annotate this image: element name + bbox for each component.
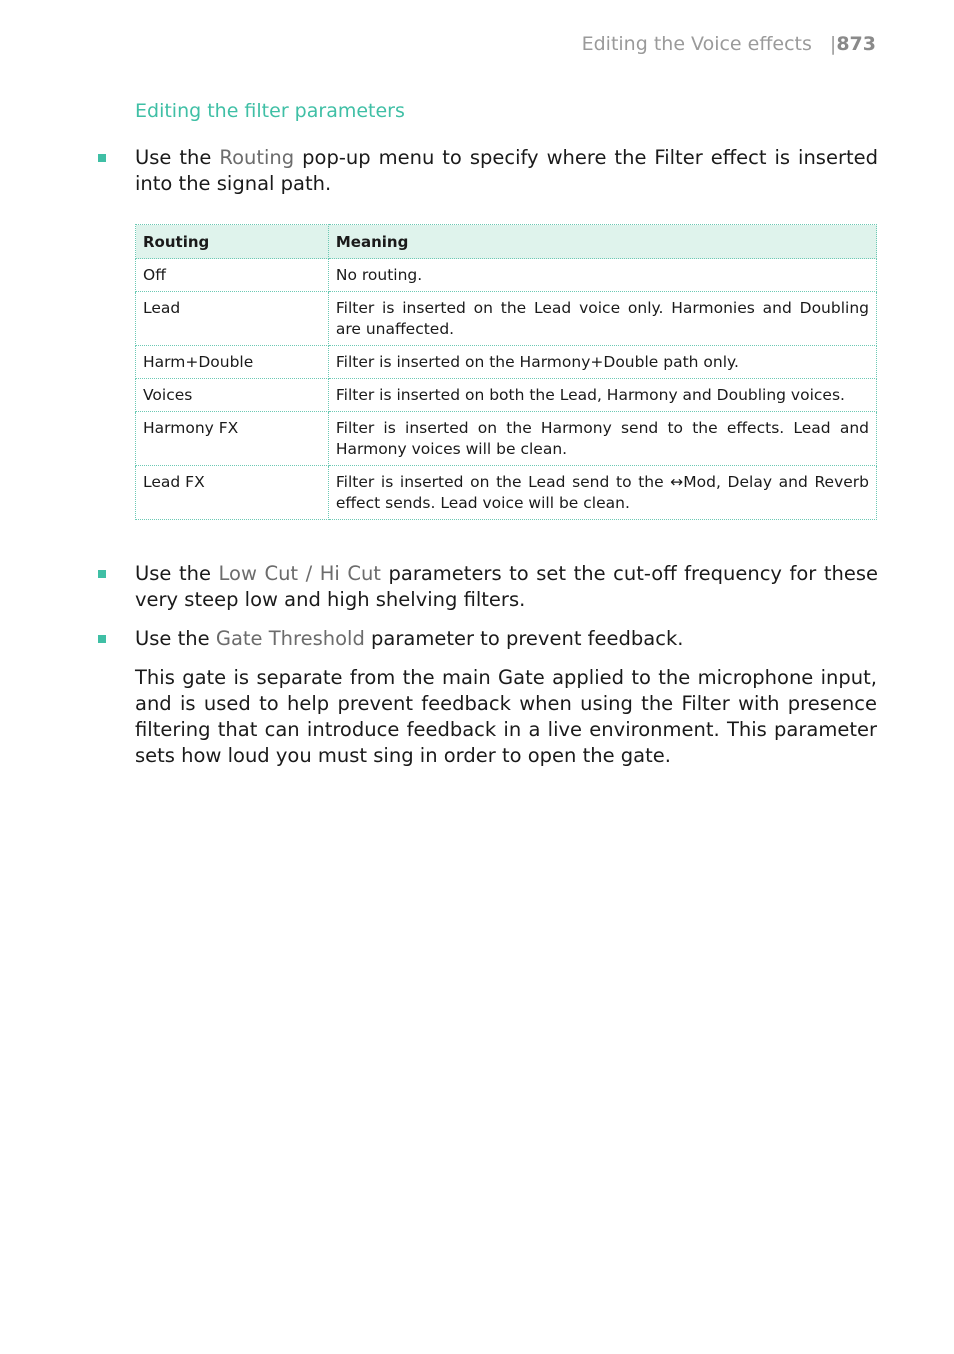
bullet-gate-threshold-text: Use the Gate Threshold parameter to prevent feedback. — [135, 627, 684, 650]
bullet-square-icon — [98, 635, 106, 643]
meaning-cell: Filter is inserted on the Lead voice only. Harmonies and Doubling are unaffected. — [328, 292, 876, 346]
routing-cell: Off — [136, 259, 329, 292]
routing-table — [135, 224, 877, 520]
table-header-row — [136, 225, 877, 259]
bullet-routing-text: Use the Routing pop-up menu to specify where the Filter effect is inserted into the signal path. — [135, 146, 879, 195]
page-number: 873 — [836, 33, 876, 55]
meaning-cell: Filter is inserted on the Harmony send to the effects. Lead and Harmony voices will be clean. — [328, 412, 876, 466]
param-low-hi-cut: Low Cut / Hi Cut — [218, 562, 381, 585]
table-row — [136, 292, 877, 346]
meaning-cell: Filter is inserted on the Lead send to the ↔Mod, Delay and Reverb effect sends. Lead voice will be clean. — [328, 466, 876, 520]
param-routing: Routing — [219, 146, 295, 169]
meaning-cell: Filter is inserted on both the Lead, Harmony and Doubling voices. — [328, 379, 876, 412]
meaning-cell: No routing. — [328, 259, 876, 292]
routing-cell: Harm+Double — [136, 346, 329, 379]
section-title: Editing the filter parameters — [135, 100, 405, 122]
table-row — [136, 412, 877, 466]
column-header-routing: Routing — [136, 225, 329, 259]
running-header — [582, 33, 876, 55]
table-row — [136, 259, 877, 292]
routing-cell: Lead — [136, 292, 329, 346]
routing-cell: Harmony FX — [136, 412, 329, 466]
bullet-gate-threshold — [98, 626, 878, 652]
table-row — [136, 379, 877, 412]
bullet-square-icon — [98, 154, 106, 162]
table-row — [136, 346, 877, 379]
meaning-cell: Filter is inserted on the Harmony+Double path only. — [328, 346, 876, 379]
bullet-low-hi-cut-text: Use the Low Cut / Hi Cut parameters to set the cut-off frequency for these very steep low and high shelving filters. — [135, 562, 879, 611]
header-separator: | — [829, 33, 837, 55]
table-row — [136, 466, 877, 520]
bullet-routing — [98, 145, 878, 197]
routing-cell: Lead FX — [136, 466, 329, 520]
bullet-square-icon — [98, 570, 106, 578]
param-gate-threshold: Gate Threshold — [215, 627, 365, 650]
column-header-meaning: Meaning — [328, 225, 876, 259]
bullet-low-hi-cut — [98, 561, 878, 613]
routing-cell: Voices — [136, 379, 329, 412]
gate-description-paragraph: This gate is separate from the main Gate applied to the microphone input, and is used to help prevent feedback when using the Filter with presence filtering that can introduce feedback in a live environment. This parameter sets how loud you must sing in order to open the gate. — [135, 666, 877, 767]
header-section-title: Editing the Voice effects — [581, 33, 812, 55]
